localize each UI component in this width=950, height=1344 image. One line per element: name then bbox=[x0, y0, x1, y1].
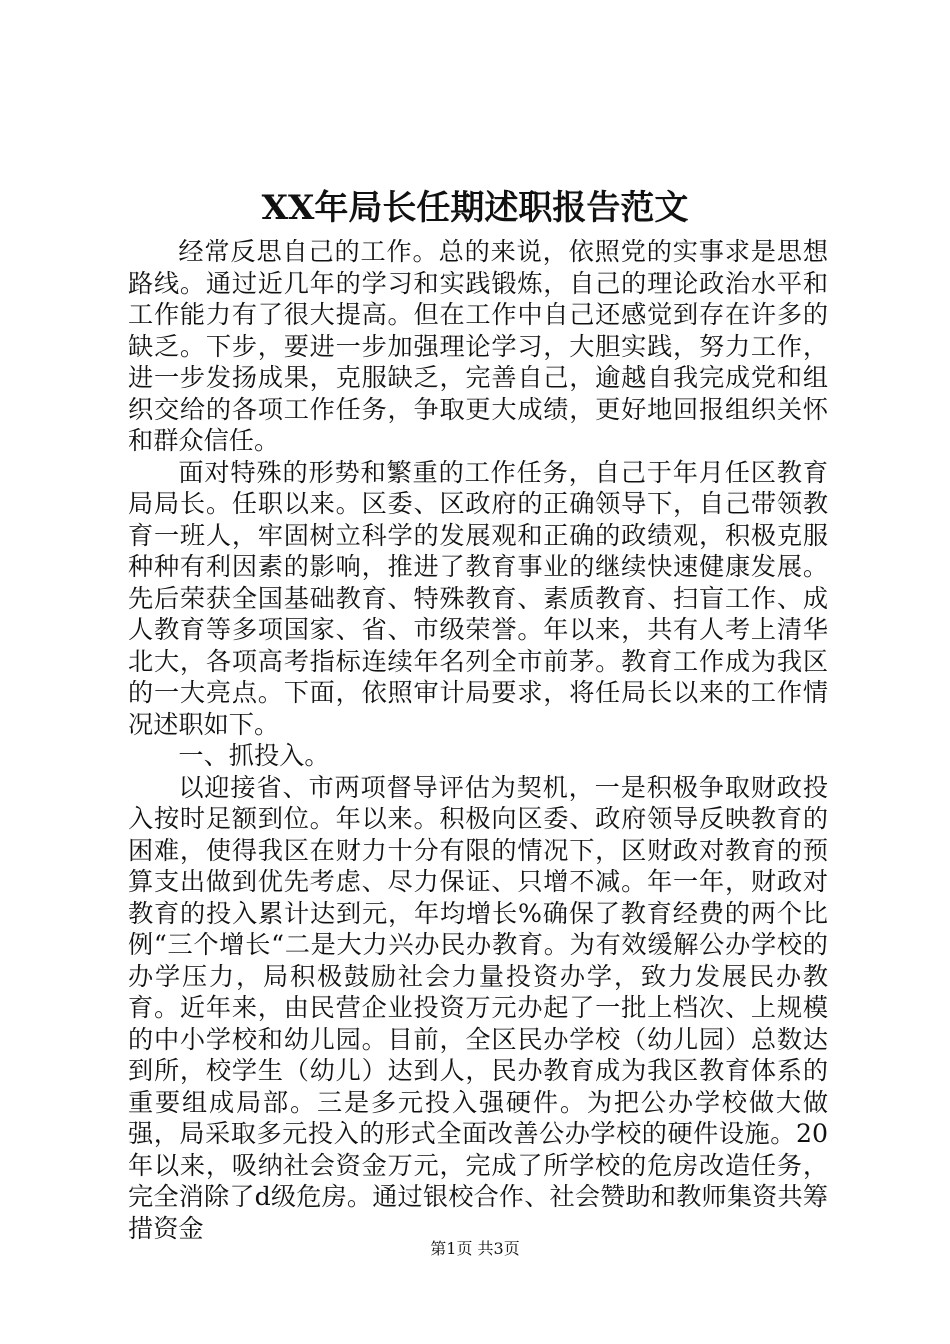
document-body bbox=[128, 236, 828, 1244]
document-title: XX年局长任期述职报告范文 bbox=[261, 188, 689, 228]
page-number-footer: 第1页 共3页 bbox=[430, 1239, 520, 1258]
paragraph-2: 面对特殊的形势和繁重的工作任务，自己于年月任区教育局局长。任职以来。区委、区政府的正确领导下，自己带领教育一班人，牢固树立科学的发展观和正确的政绩观，积极克服种种有利因素的影响，推进了教育事业的继续快速健康发展。先后荣获全国基础教育、特殊教育、素质教育、扫盲工作、成人教育等多项国家、省、市级荣誉。年以来，共有人考上清华北大，各项高考指标连续年名列全市前茅。教育工作成为我区的一大亮点。下面，依照审计局要求，将任局长以来的工作情况述职如下。 bbox=[128, 457, 828, 739]
paragraph-1: 经常反思自己的工作。总的来说，依照党的实事求是思想路线。通过近几年的学习和实践锻炼，自己的理论政治水平和工作能力有了很大提高。但在工作中自己还感觉到存在许多的缺乏。下步，要进一步加强理论学习，大胆实践，努力工作，进一步发扬成果，克服缺乏，完善自己，逾越自我完成党和组织交给的各项工作任务，争取更大成绩，更好地回报组织关怀和群众信任。 bbox=[128, 237, 828, 455]
paragraph-3: 以迎接省、市两项督导评估为契机，一是积极争取财政投入按时足额到位。年以来。积极向区委、政府领导反映教育的困难，使得我区在财力十分有限的情况下，区财政对教育的预算支出做到优先考虑、尽力保证、只增不减。年一年，财政对教育的投入累计达到元，年均增长%确保了教育经费的两个比例“三个增长“二是大力兴办民办教育。为有效缓解公办学校的办学压力，局积极鼓励社会力量投资办学，致力发展民办教育。近年来，由民营企业投资万元办起了一批上档次、上规模的中小学校和幼儿园。目前，全区民办学校（幼儿园）总数达到所，校学生（幼儿）达到人，民办教育成为我区教育体系的重要组成局部。三是多元投入强硬件。为把公办学校做大做强，局采取多元投入的形式全面改善公办学校的硬件设施。20年以来，吸纳社会资金万元，完成了所学校的危房改造任务，完全消除了d级危房。通过银校合作、社会赞助和教师集资共筹措资金 bbox=[128, 772, 828, 1243]
section-heading-1: 一、抓投入。 bbox=[178, 741, 330, 770]
